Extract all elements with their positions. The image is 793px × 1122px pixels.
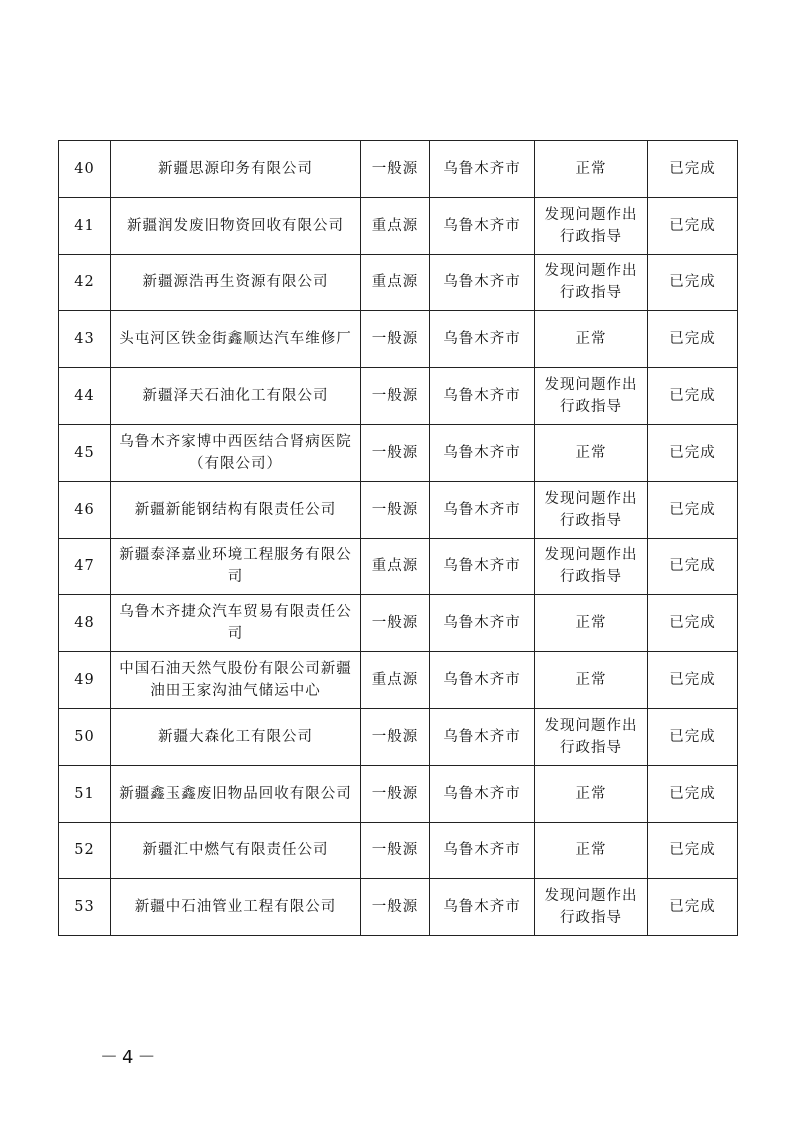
table-body xyxy=(59,141,738,936)
cell-company-name: 乌鲁木齐家博中西医结合肾病医院（有限公司） xyxy=(111,424,361,481)
cell-inspection-result: 发现问题作出行政指导 xyxy=(535,197,648,254)
cell-status: 已完成 xyxy=(648,197,738,254)
cell-inspection-result: 正常 xyxy=(535,311,648,368)
cell-city: 乌鲁木齐市 xyxy=(430,254,535,311)
cell-inspection-result: 发现问题作出行政指导 xyxy=(535,481,648,538)
cell-inspection-result: 正常 xyxy=(535,822,648,879)
cell-city: 乌鲁木齐市 xyxy=(430,311,535,368)
cell-company-name: 乌鲁木齐捷众汽车贸易有限责任公司 xyxy=(111,595,361,652)
cell-company-name: 新疆思源印务有限公司 xyxy=(111,141,361,198)
cell-inspection-result: 发现问题作出行政指导 xyxy=(535,254,648,311)
cell-status: 已完成 xyxy=(648,879,738,936)
table-row xyxy=(59,424,738,481)
cell-company-name: 新疆大森化工有限公司 xyxy=(111,708,361,765)
cell-source-level: 重点源 xyxy=(361,652,430,709)
cell-status: 已完成 xyxy=(648,368,738,425)
cell-number: 52 xyxy=(59,822,111,879)
table-row xyxy=(59,765,738,822)
cell-status: 已完成 xyxy=(648,822,738,879)
table-row xyxy=(59,538,738,595)
table-row xyxy=(59,368,738,425)
cell-source-level: 一般源 xyxy=(361,822,430,879)
cell-number: 48 xyxy=(59,595,111,652)
cell-company-name: 中国石油天然气股份有限公司新疆油田王家沟油气储运中心 xyxy=(111,652,361,709)
cell-company-name: 新疆鑫玉鑫废旧物品回收有限公司 xyxy=(111,765,361,822)
cell-status: 已完成 xyxy=(648,311,738,368)
cell-inspection-result: 正常 xyxy=(535,424,648,481)
cell-status: 已完成 xyxy=(648,652,738,709)
cell-city: 乌鲁木齐市 xyxy=(430,481,535,538)
cell-status: 已完成 xyxy=(648,141,738,198)
table-row xyxy=(59,197,738,254)
cell-source-level: 一般源 xyxy=(361,595,430,652)
cell-source-level: 重点源 xyxy=(361,538,430,595)
cell-status: 已完成 xyxy=(648,708,738,765)
cell-number: 50 xyxy=(59,708,111,765)
cell-city: 乌鲁木齐市 xyxy=(430,652,535,709)
cell-company-name: 新疆中石油管业工程有限公司 xyxy=(111,879,361,936)
cell-source-level: 重点源 xyxy=(361,254,430,311)
cell-inspection-result: 发现问题作出行政指导 xyxy=(535,708,648,765)
cell-status: 已完成 xyxy=(648,765,738,822)
cell-inspection-result: 正常 xyxy=(535,595,648,652)
cell-city: 乌鲁木齐市 xyxy=(430,424,535,481)
cell-company-name: 新疆汇中燃气有限责任公司 xyxy=(111,822,361,879)
cell-number: 43 xyxy=(59,311,111,368)
cell-status: 已完成 xyxy=(648,538,738,595)
table-row xyxy=(59,652,738,709)
cell-number: 41 xyxy=(59,197,111,254)
table-row xyxy=(59,708,738,765)
cell-source-level: 一般源 xyxy=(361,481,430,538)
table-row xyxy=(59,879,738,936)
cell-source-level: 一般源 xyxy=(361,311,430,368)
cell-status: 已完成 xyxy=(648,254,738,311)
inspection-table xyxy=(58,140,738,936)
cell-inspection-result: 正常 xyxy=(535,652,648,709)
table-row xyxy=(59,595,738,652)
cell-source-level: 一般源 xyxy=(361,708,430,765)
cell-number: 51 xyxy=(59,765,111,822)
cell-city: 乌鲁木齐市 xyxy=(430,765,535,822)
cell-inspection-result: 正常 xyxy=(535,141,648,198)
cell-company-name: 新疆泽天石油化工有限公司 xyxy=(111,368,361,425)
cell-status: 已完成 xyxy=(648,595,738,652)
cell-company-name: 新疆泰泽嘉业环境工程服务有限公司 xyxy=(111,538,361,595)
cell-city: 乌鲁木齐市 xyxy=(430,368,535,425)
cell-city: 乌鲁木齐市 xyxy=(430,879,535,936)
cell-city: 乌鲁木齐市 xyxy=(430,197,535,254)
cell-city: 乌鲁木齐市 xyxy=(430,595,535,652)
cell-number: 46 xyxy=(59,481,111,538)
cell-number: 47 xyxy=(59,538,111,595)
cell-company-name: 新疆润发废旧物资回收有限公司 xyxy=(111,197,361,254)
cell-company-name: 头屯河区铁金街鑫顺达汽车维修厂 xyxy=(111,311,361,368)
table-row xyxy=(59,254,738,311)
table-row xyxy=(59,481,738,538)
cell-source-level: 重点源 xyxy=(361,197,430,254)
cell-source-level: 一般源 xyxy=(361,424,430,481)
cell-city: 乌鲁木齐市 xyxy=(430,822,535,879)
table-row xyxy=(59,822,738,879)
cell-inspection-result: 发现问题作出行政指导 xyxy=(535,368,648,425)
cell-source-level: 一般源 xyxy=(361,879,430,936)
cell-city: 乌鲁木齐市 xyxy=(430,538,535,595)
cell-number: 45 xyxy=(59,424,111,481)
cell-number: 49 xyxy=(59,652,111,709)
page-number: －4－ xyxy=(100,1047,160,1068)
cell-number: 53 xyxy=(59,879,111,936)
cell-inspection-result: 发现问题作出行政指导 xyxy=(535,538,648,595)
table-row xyxy=(59,141,738,198)
cell-inspection-result: 正常 xyxy=(535,765,648,822)
cell-source-level: 一般源 xyxy=(361,765,430,822)
inspection-table-container xyxy=(58,140,737,936)
cell-source-level: 一般源 xyxy=(361,368,430,425)
cell-city: 乌鲁木齐市 xyxy=(430,708,535,765)
cell-status: 已完成 xyxy=(648,424,738,481)
cell-number: 40 xyxy=(59,141,111,198)
cell-inspection-result: 发现问题作出行政指导 xyxy=(535,879,648,936)
cell-number: 44 xyxy=(59,368,111,425)
table-row xyxy=(59,311,738,368)
cell-number: 42 xyxy=(59,254,111,311)
cell-source-level: 一般源 xyxy=(361,141,430,198)
cell-city: 乌鲁木齐市 xyxy=(430,141,535,198)
cell-status: 已完成 xyxy=(648,481,738,538)
cell-company-name: 新疆源浩再生资源有限公司 xyxy=(111,254,361,311)
cell-company-name: 新疆新能钢结构有限责任公司 xyxy=(111,481,361,538)
